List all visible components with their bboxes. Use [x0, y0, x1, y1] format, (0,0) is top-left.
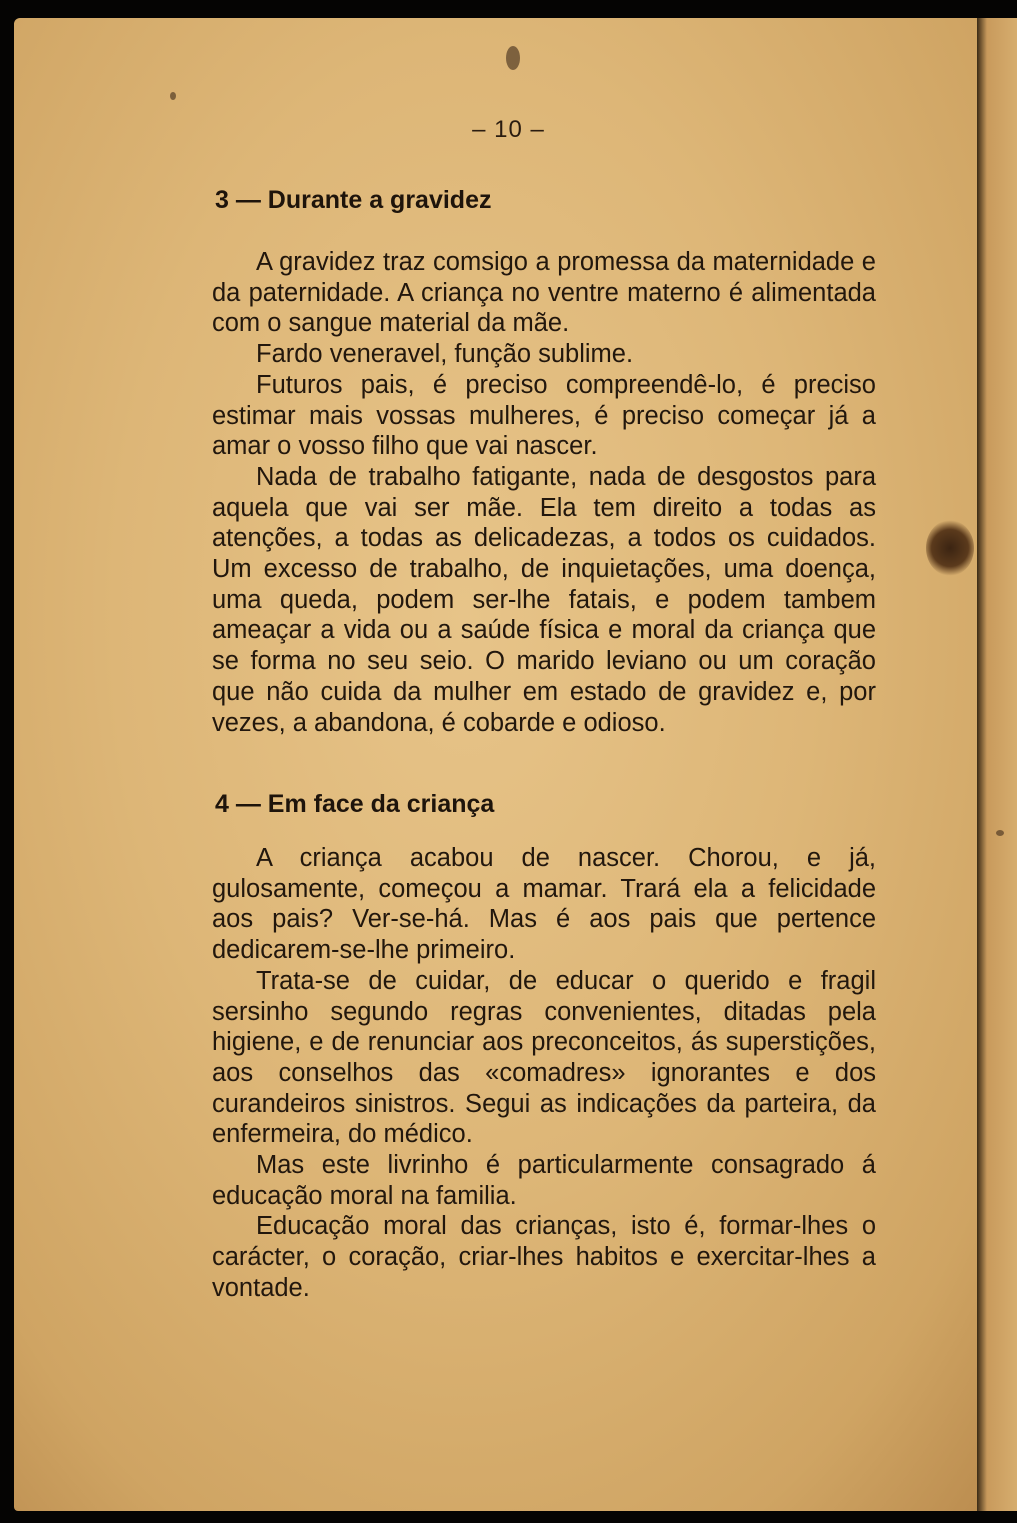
section-heading: 3 — Durante a gravidez — [215, 186, 492, 214]
paragraph: Futuros pais, é preciso compreendê-lo, é preciso estimar mais vossas mulheres, é preciso começar já a amar o vosso filho que vai nascer. — [212, 370, 876, 461]
paragraph: Nada de trabalho fatigante, nada de desgostos para aquela que vai ser mãe. Ela tem direito a todas as atenções, a todas as delicadezas, a todos os cuidados. Um excesso de trabalho, de inquietações, uma doença, uma queda, podem ser-lhe fatais, e podem tambem ameaçar a vida ou a saúde física e moral da criança que se forma no seu seio. O marido leviano ou um coração que não cuida da mulher em estado de gravidez e, por vezes, a abandona, é cobarde e odioso. — [212, 462, 876, 737]
paragraph: A gravidez traz comsigo a promessa da maternidade e da paternidade. A criança no ventre materno é alimentada com o sangue material da mãe. — [212, 248, 876, 338]
paragraph: Educação moral das crianças, isto é, formar-lhes o carácter, o coração, criar-lhes habitos e exercitar-lhes a vontade. — [212, 1212, 876, 1302]
ink-speck — [996, 830, 1004, 836]
ink-speck — [170, 92, 176, 100]
section-body — [212, 247, 876, 738]
paragraph: Trata-se de cuidar, de educar o querido e fragil sersinho segundo regras convenientes, ditadas pela higiene, e de renunciar aos preconceitos, ás superstições, aos conselhos das «comadres» ignorantes e dos curandeiros sinistros. Segui as indicações da parteira, da enfermeira, do médico. — [212, 966, 876, 1149]
next-page-edge — [977, 18, 1017, 1511]
ink-stain — [926, 520, 974, 576]
ink-speck — [506, 46, 520, 70]
paragraph: Mas este livrinho é particularmente consagrado á educação moral na familia. — [212, 1151, 876, 1210]
paragraph: A criança acabou de nascer. Chorou, e já, gulosamente, começou a mamar. Trará ela a felicidade aos pais? Ver-se-há. Mas é aos pais que pertence dedicarem-se-lhe primeiro. — [212, 844, 876, 965]
paragraph: Fardo veneravel, função sublime. — [256, 340, 634, 369]
section-body — [212, 843, 876, 1304]
page-number: – 10 – — [472, 116, 545, 143]
section-heading: 4 — Em face da criança — [215, 790, 495, 818]
